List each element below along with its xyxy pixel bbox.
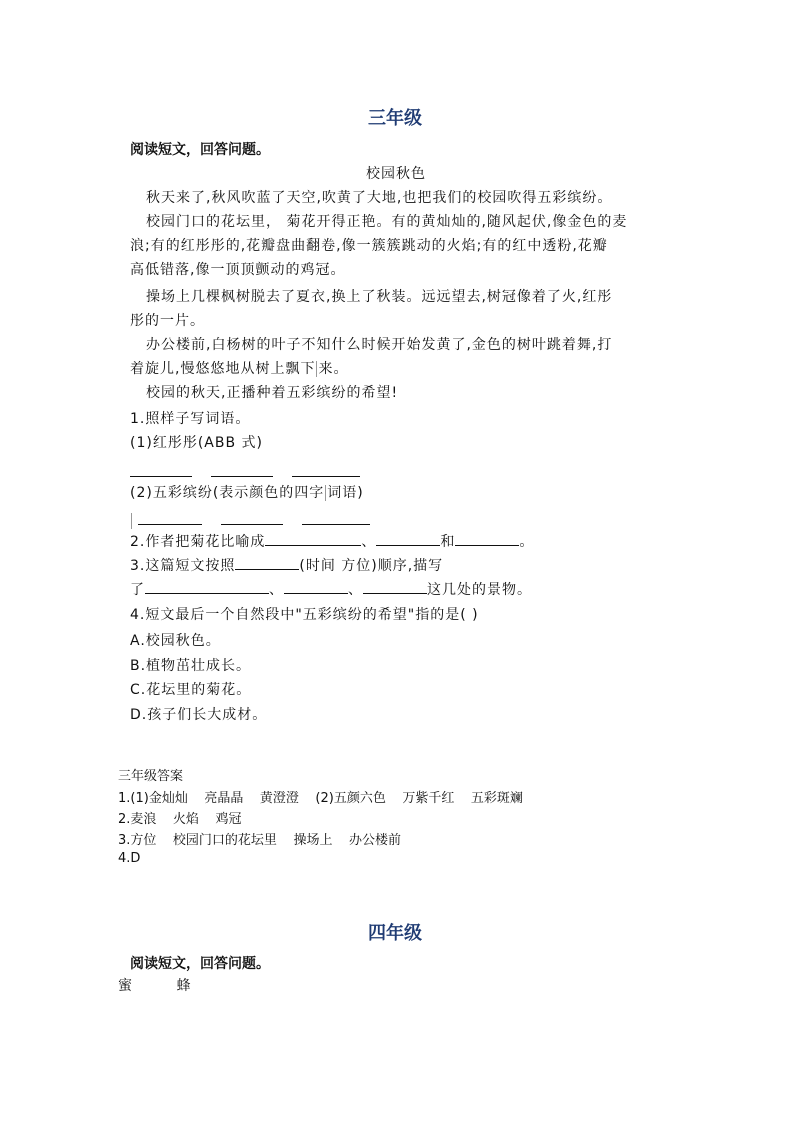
answer-blank[interactable] (363, 581, 427, 594)
question-3-text: 3.这篇短文按照 (130, 558, 236, 574)
paragraph-3-line-2: 彤的一片。 (130, 313, 205, 329)
paragraph-4-text-b: 来。 (318, 361, 349, 377)
question-1-part-2 (130, 482, 364, 502)
answer-blank[interactable] (302, 512, 370, 525)
paragraph-1: 秋天来了,秋风吹蓝了天空,吹黄了大地,也把我们的校园吹得五彩缤纷。 (146, 190, 613, 206)
paragraph-2-line-2: 浪;有的红彤彤的,花瓣盘曲翻卷,像一簇簇跳动的火焰;有的红中透粉,花瓣 (130, 238, 608, 254)
grade3-heading: 三年级 (368, 108, 422, 129)
option-c: C.花坛里的菊花。 (130, 682, 252, 698)
question-1-part-2-text-a: (2)五彩缤纷(表示颜色的四字 (130, 485, 325, 501)
answer-blank[interactable] (284, 581, 348, 594)
answers-title: 三年级答案 (118, 769, 184, 784)
question-3-text-end: 这几处的景物。 (427, 582, 532, 598)
question-1-part-1: (1)红彤彤(ABB 式) (130, 435, 263, 451)
answer-2: 2.麦浪 火焰 鸡冠 (118, 812, 242, 827)
answer-3: 3.方位 校园门口的花坛里 操场上 办公楼前 (118, 833, 401, 848)
answer-blank[interactable] (145, 581, 269, 594)
paragraph-2-line-1: 校园门口的花坛里， 菊花开得正艳。有的黄灿灿的,随风起伏,像金色的麦 (146, 214, 628, 230)
option-d: D.孩子们长大成材。 (130, 707, 268, 723)
option-a: A.校园秋色。 (130, 633, 221, 649)
grade4-instruction: 阅读短文，回答问题。 (130, 956, 270, 972)
paragraph-3-line-1: 操场上几棵枫树脱去了夏衣,换上了秋装。远远望去,树冠像着了火,红彤 (146, 289, 613, 305)
question-1-part-2-text-b: 词语) (327, 485, 364, 501)
question-1-part-2-blanks (130, 510, 370, 529)
paragraph-5: 校园的秋天,正播种着五彩缤纷的希望! (146, 385, 399, 401)
answer-1: 1.(1)金灿灿 亮晶晶 黄澄澄 (2)五颜六色 万紫千红 五彩斑斓 (118, 791, 523, 806)
grade3-instruction: 阅读短文，回答问题。 (130, 142, 270, 158)
period: 。 (519, 534, 535, 550)
question-3-text-2: 了 (130, 582, 145, 598)
answer-4: 4.D (118, 851, 141, 866)
question-2-text: 2.作者把菊花比喻成 (130, 534, 266, 550)
paragraph-4-line-1: 办公楼前,白杨树的叶子不知什么时候开始发黄了,金色的树叶跳着舞,打 (146, 337, 613, 353)
grade4-heading: 四年级 (368, 923, 422, 944)
question-3-line-1 (130, 555, 443, 575)
answer-blank[interactable] (292, 464, 360, 477)
answer-blank[interactable] (211, 464, 273, 477)
separator: 、 (269, 582, 284, 598)
paragraph-4-line-2 (130, 358, 348, 378)
answer-blank[interactable] (455, 533, 519, 546)
passage-title: 校园秋色 (366, 166, 426, 182)
paragraph-4-text-a: 着旋儿,慢悠悠地从树上飘下 (130, 361, 316, 377)
answer-blank[interactable] (376, 533, 440, 546)
question-1: 1.照样子写词语。 (130, 411, 251, 427)
conjunction: 和 (440, 534, 456, 550)
answer-blank[interactable] (221, 512, 283, 525)
separator: 、 (348, 582, 363, 598)
option-b: B.植物茁壮成长。 (130, 658, 252, 674)
question-1-part-1-blanks (130, 462, 360, 481)
answer-blank[interactable] (138, 512, 202, 525)
text-cursor-mark (131, 513, 132, 529)
question-4: 4.短文最后一个自然段中"五彩缤纷的希望"指的是( ) (130, 607, 479, 623)
question-3-line-2 (130, 579, 532, 599)
answer-blank[interactable] (235, 557, 299, 570)
answer-blank[interactable] (265, 533, 361, 546)
paragraph-2-line-3: 高低错落,像一顶顶颤动的鸡冠。 (130, 262, 346, 278)
grade4-passage-title: 蜜 蜂 (118, 978, 192, 994)
question-2 (130, 531, 534, 551)
question-3-text-mid: (时间 方位)顺序,描写 (299, 558, 444, 574)
separator: 、 (361, 534, 377, 550)
answer-blank[interactable] (130, 464, 192, 477)
